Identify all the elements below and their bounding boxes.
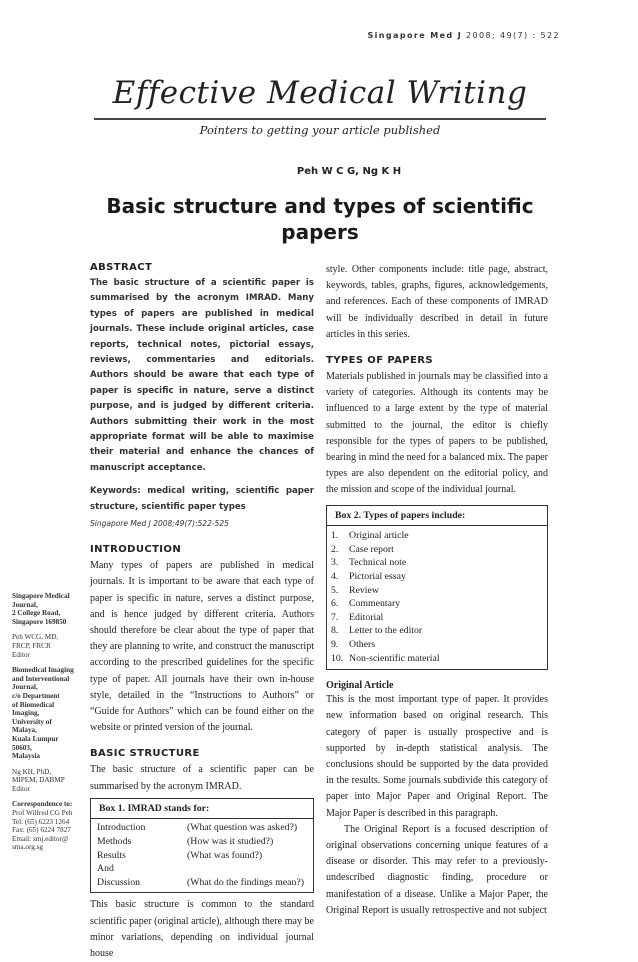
box-imrad [90,798,314,894]
abstract-text: The basic structure of a scientific paper is summarised by the acronym IMRAD. Many types of papers are published in medical journals. These include original articles, case reports, technical notes, pictorial essays, reviews, commentaries and editorials. Authors should be aware that each type of paper is specific in nature, serve a distinct purpose, and is judged by different criteria. Authors submitting their work in the most appropriate format will be able to maximise their material and enhance the chances of manuscript acceptance. [90,278,314,473]
original-article-p2: The Original Report is a focused description of original observations concerning unique features of a disease or disorder. This may refer to a previously-undescribed diagnostic finding, procedure or manifestation of a disease. Unlike a Major Paper, the Original Report is usually retrospective and not subject [326,823,548,916]
list-item: 8. Letter to the editor [331,625,423,637]
author-sidebar [12,592,80,859]
list-item: 4. Pictorial essay [331,571,406,583]
box-paper-types-title: Box 2. Types of papers include: [327,506,547,527]
box-paper-types [326,505,548,671]
journal-citation: 2008; 49(7) : 522 [466,31,560,40]
list-item: 7. Editorial [331,611,384,623]
running-header [368,31,561,40]
series-banner [94,74,546,137]
left-column [90,262,314,962]
series-subtitle: Pointers to getting your article published [199,123,441,137]
list-item: 1. Original article [331,530,409,542]
table-row: Introduction (What question was asked?) [97,822,298,834]
keywords: Keywords: medical writing, scientific paper structure, scientific paper types [90,486,314,512]
basic-structure-text: This basic structure is common to the standard scientific paper (original article), although there may be minor variations, depending on individual journal house [90,899,314,959]
list-item: 2. Case report [331,543,394,555]
article-title: Basic structure and types of scientific papers [106,194,534,244]
list-item: 10. Non-scientific material [331,652,440,664]
original-article-heading: Original Article [326,680,394,692]
continued-text: style. Other components include: title page, abstract, keywords, tables, graphs, figures, acknowledgements, and references. Each of these components of IMRAD will be individually described in detail in future articles in this series. [326,264,548,340]
journal-address: Singapore Medical Journal, 2 College Road, Singapore 169850 [12,592,70,626]
journal-name: Singapore Med J [367,31,463,40]
correspondence: Correspondence to: Prof Wilfred CG Peh Tel: (65) 6223 1264 Fax: (65) 6224 7827 Email: smj.editor@ sma.org.sg [12,800,73,852]
list-item: 5. Review [331,584,379,596]
right-column [326,262,548,919]
list-item: 6. Commentary [331,598,401,610]
introduction-heading: INTRODUCTION [90,544,182,556]
basic-structure-intro: The basic structure of a scientific paper can be summarised by the acronym IMRAD. [90,764,314,792]
original-article-p1: This is the most important type of paper. It provides new information based on original research. This category of paper is usually prospective and is supported by in-depth statistical analysis. The conclusions should be supported by the data provided in the results. Some journals subdivide this category of paper into Major Paper and Original Report. The Major Paper is described in this paragraph. [326,694,548,819]
types-heading: TYPES OF PAPERS [326,355,433,367]
series-title: Effective Medical Writing [112,75,528,111]
author2-info: Ng KH, PhD, MIPEM, DABMP Editor [12,767,65,793]
abstract-heading: ABSTRACT [90,262,153,273]
basic-structure-heading: BASIC STRUCTURE [90,748,200,760]
affiliation: Biomedical Imaging and Interventional Journal, c/o Department of Biomedical Imaging, University of Malaya, Kuala Lumpur 50603, Malaysia [12,666,74,761]
banner-rule [94,118,546,120]
table-row: Methods (How was it studied?) [97,835,274,847]
authors: Peh W C G, Ng K H [296,166,402,177]
box-imrad-title: Box 1. IMRAD stands for: [91,799,313,820]
imrad-table [97,821,308,889]
author1-info: Peh WCG, MD, FRCP, FRCR Editor [12,633,59,659]
list-item: 9. Others [331,638,376,650]
list-item: 3. Technical note [331,557,407,569]
table-row: And [97,863,114,875]
article-citation: Singapore Med J 2008;49(7):522-525 [90,519,229,529]
types-text: Materials published in journals may be classified into a variety of categories. Although its contents may be influenced to a large extent by the type of material submitted to the journal, the editor is chiefly responsible for the types of papers to be published, bearing in mind the need for a balanced mix. The paper types are also dependent on the editorial policy, and the mission and scope of the individual journal. [326,371,548,496]
introduction-text: Many types of papers are published in medical journals. It is important to be aware that each type of paper is specific in nature, serves a distinct purpose, and is hence judged by different criteria. Authors should therefore be clear about the type of paper that they are planning to write, and construct the manuscript according to the prescribed guidelines for the specific type of paper. All journals have their own in-house style, detailed in the “Instructions to Authors” or “Guide for Authors” which can be found either on the website or printed version of the journal. [90,560,314,734]
paper-types-list [327,526,547,669]
table-row: Discussion (What do the findings mean?) [97,876,304,888]
table-row: Results (What was found?) [97,849,263,861]
